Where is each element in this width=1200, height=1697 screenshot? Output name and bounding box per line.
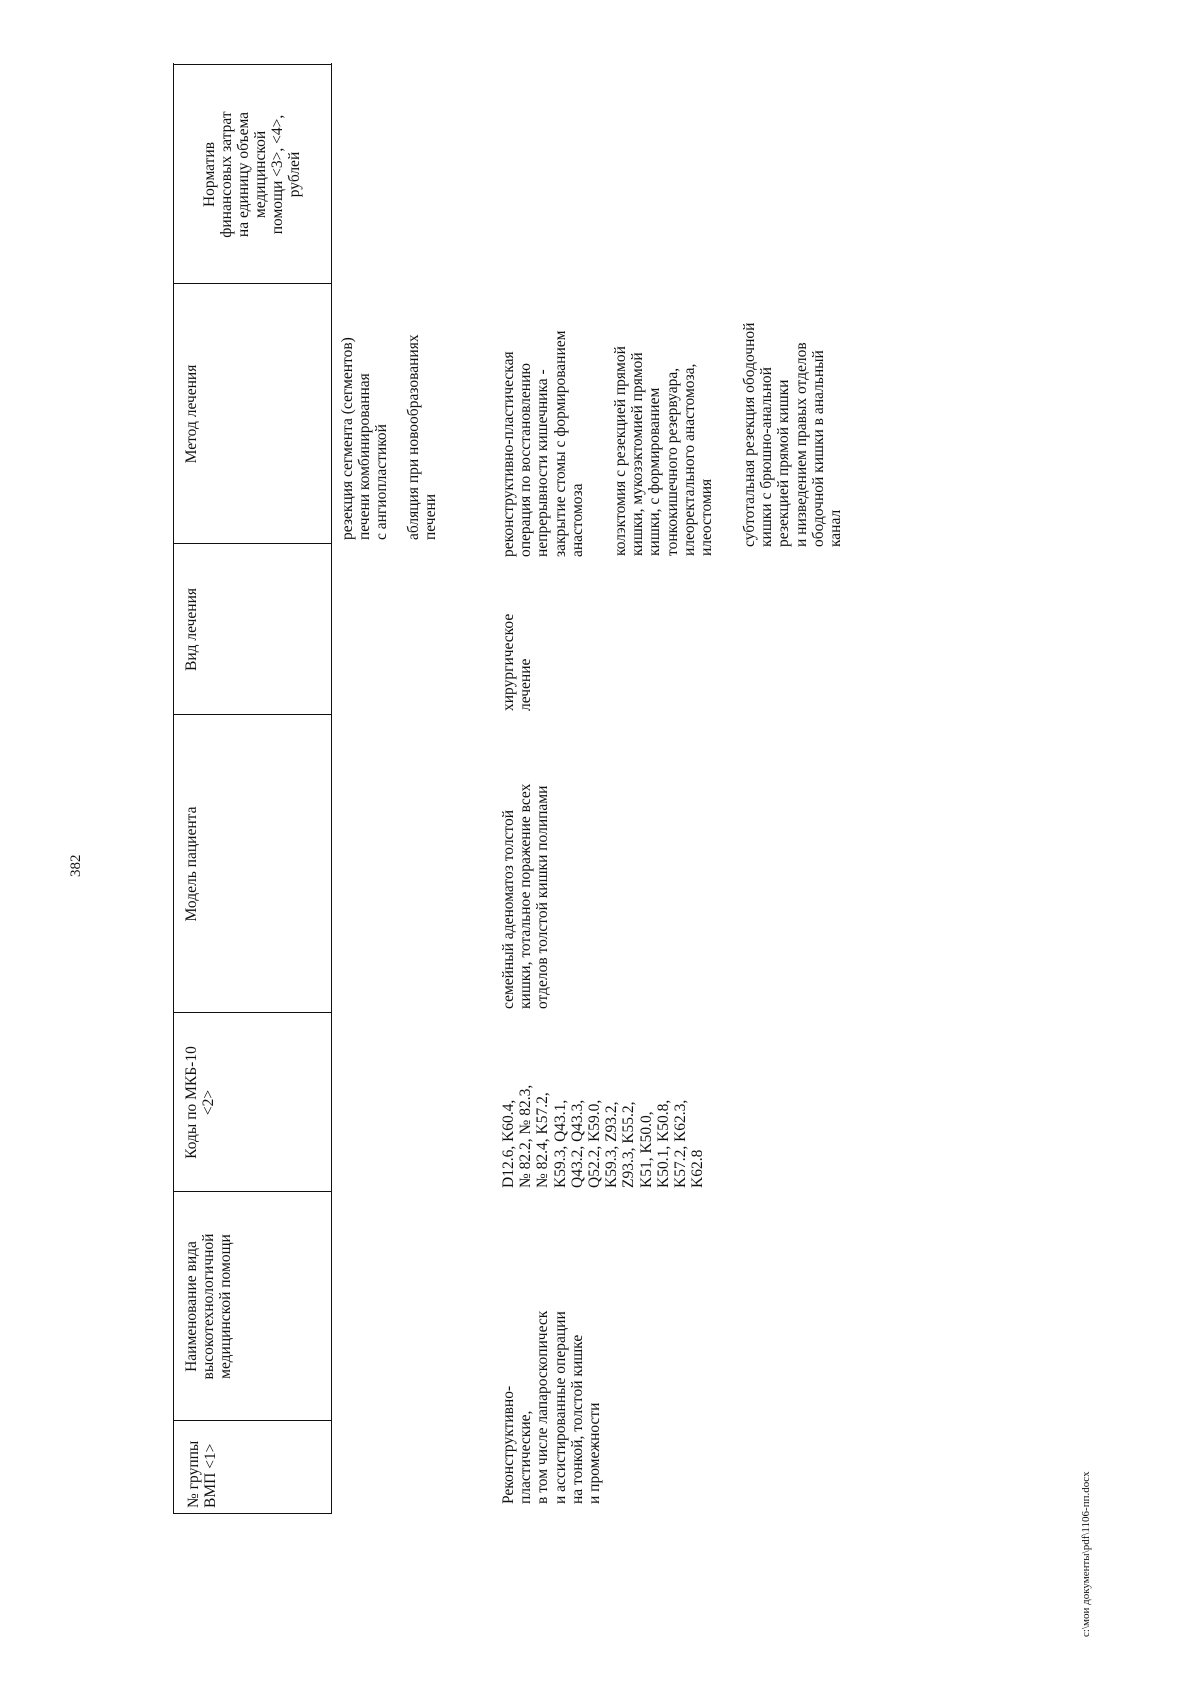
method-text: колэктомия с резекцией прямой кишки, мукозэктомией прямой кишки, с формированием тонкокишечного резервуара, илеоректального анастомоза, илеостомия bbox=[612, 346, 716, 556]
header-group: № группы ВМП <1> bbox=[185, 1440, 219, 1508]
header-type: Вид лечения bbox=[183, 587, 200, 672]
table-header-bottom-border bbox=[331, 63, 332, 1514]
method-text: субтотальная резекция ободочной кишки с брюшно-анальной резекцией прямой кишки и низведением правых отделов ободочной кишки в анальный канал bbox=[741, 322, 845, 547]
header-codes: Коды по МКБ-10 <2> bbox=[183, 1046, 217, 1159]
method-text: реконструктивно-пластическая операция по восстановлению непрерывности кишечника - закрытие стомы с формированием анастомоза bbox=[500, 330, 586, 557]
treatment-type-text: хирургическое лечение bbox=[500, 613, 535, 711]
method-text: резекция сегмента (сегментов) печени комбинированная с ангиопластикой bbox=[339, 337, 391, 540]
header-method: Метод лечения bbox=[183, 364, 200, 464]
header-name: Наименование вида высокотехнологичной медицинской помощи bbox=[183, 1233, 234, 1380]
mkb-codes-text: D12.6, K60.4, № 82.2, № 82.3, № 82.4, K57.2, K59.3, Q43.1, Q43.2, Q43.3, Q52.2, K59.0, K59.3, Z93.2, Z93.3, K55.2, K51, K50.0, K50.1, K50.8, K57.2, K62.3, K62.8 bbox=[500, 1084, 707, 1188]
page-number: 382 bbox=[68, 854, 84, 877]
patient-model-text: семейный аденоматоз толстой кишки, тотальное поражение всех отделов толстой кишки полипами bbox=[500, 783, 552, 1009]
footer-file-path: c:\мои документы\pdf\1106-пп.docx bbox=[1080, 1471, 1092, 1637]
header-norm: Норматив финансовых затрат на единицу объема медицинской помощи <3>, <4>, рублей bbox=[201, 111, 303, 238]
header-model: Модель пациента bbox=[183, 806, 200, 922]
vmp-name-text: Реконструктивно- пластические, в том числе лапароскопическ и ассистированные операции на тонкой, толстой кишке и промежности bbox=[500, 1310, 604, 1504]
method-text: абляция при новообразованиях печени bbox=[405, 334, 440, 540]
